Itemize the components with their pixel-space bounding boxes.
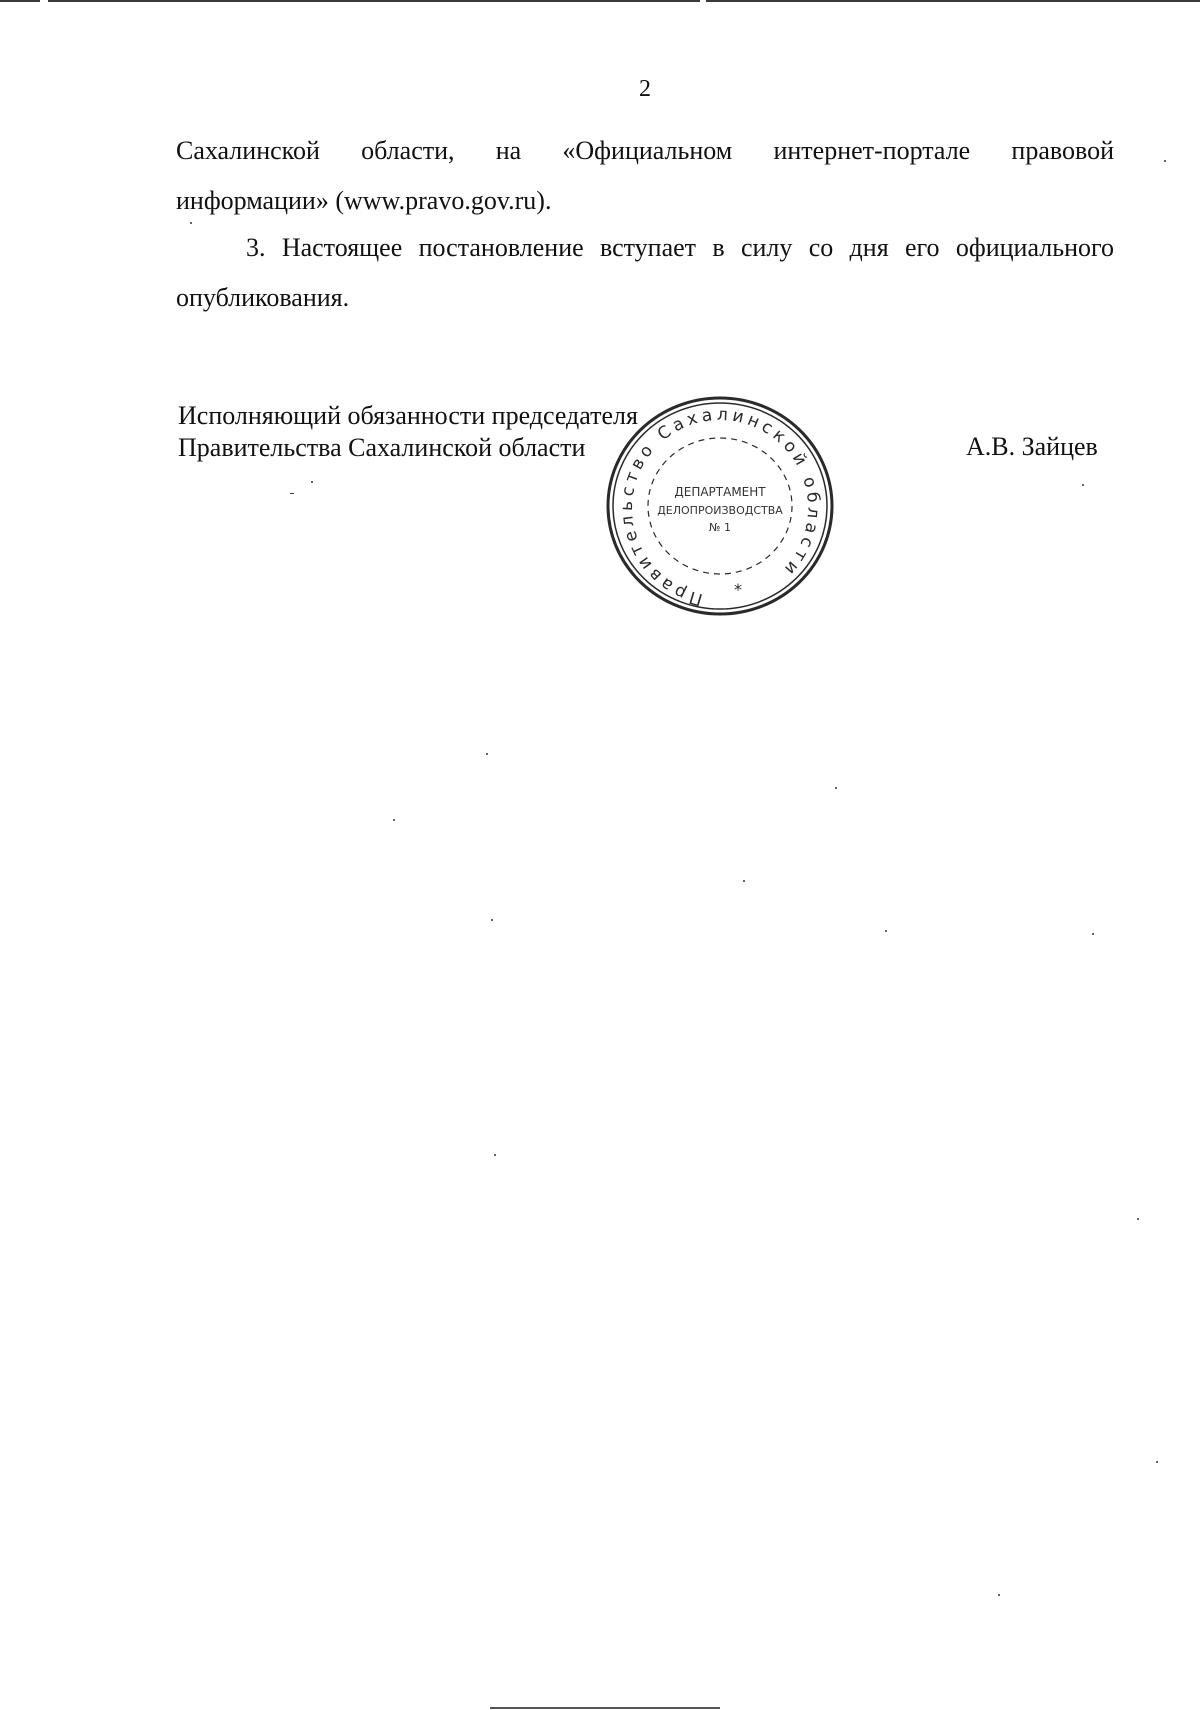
scan-speck	[835, 787, 837, 789]
paragraph-effective-date	[176, 223, 1114, 323]
scan-speck	[1137, 1218, 1139, 1220]
scan-speck	[290, 493, 294, 494]
scan-speck	[494, 1154, 496, 1156]
paragraph-line: 3. Настоящее постановление вступает в силу со дня его официального	[246, 233, 1114, 262]
scan-speck	[1082, 484, 1084, 486]
signatory-title-line: Исполняющий обязанности председателя	[178, 401, 638, 430]
paragraph-line: Сахалинской области, на «Официальном интернет-портале правовой	[176, 136, 1114, 165]
signatory-title-line: Правительства Сахалинской области	[178, 433, 586, 462]
signatory-title	[178, 400, 638, 464]
seal-star: *	[734, 580, 742, 599]
paragraph-publication	[176, 126, 1114, 226]
paragraph-line: информации» (www.pravo.gov.ru).	[176, 186, 552, 215]
top-scan-edge-line	[0, 0, 1200, 2]
seal-outer-text: Правительство Сахалинской области	[616, 404, 824, 610]
scan-speck	[1164, 160, 1166, 162]
paragraph-line: опубликования.	[176, 283, 350, 312]
seal-inner-text-line: № 1	[709, 521, 731, 534]
scan-speck	[1156, 1461, 1158, 1463]
scan-speck	[393, 819, 395, 821]
scan-speck	[190, 222, 192, 224]
scan-speck	[743, 880, 745, 882]
scan-speck	[486, 753, 488, 755]
scan-speck	[885, 930, 887, 932]
top-scan-edge-gap	[40, 0, 48, 3]
seal-inner-text-line: ДЕЛОПРОИЗВОДСТВА	[657, 504, 783, 517]
scan-speck	[311, 481, 313, 483]
scan-speck	[998, 1594, 1000, 1596]
seal-inner-text-line: ДЕПАРТАМЕНТ	[674, 485, 766, 499]
bottom-scan-edge-line	[490, 1707, 720, 1709]
scan-speck	[1092, 933, 1094, 935]
top-scan-edge-gap	[700, 0, 706, 3]
page-number: 2	[639, 76, 651, 102]
scan-speck	[491, 919, 493, 921]
official-seal	[600, 388, 840, 624]
signatory-name: А.В. Зайцев	[966, 432, 1098, 461]
